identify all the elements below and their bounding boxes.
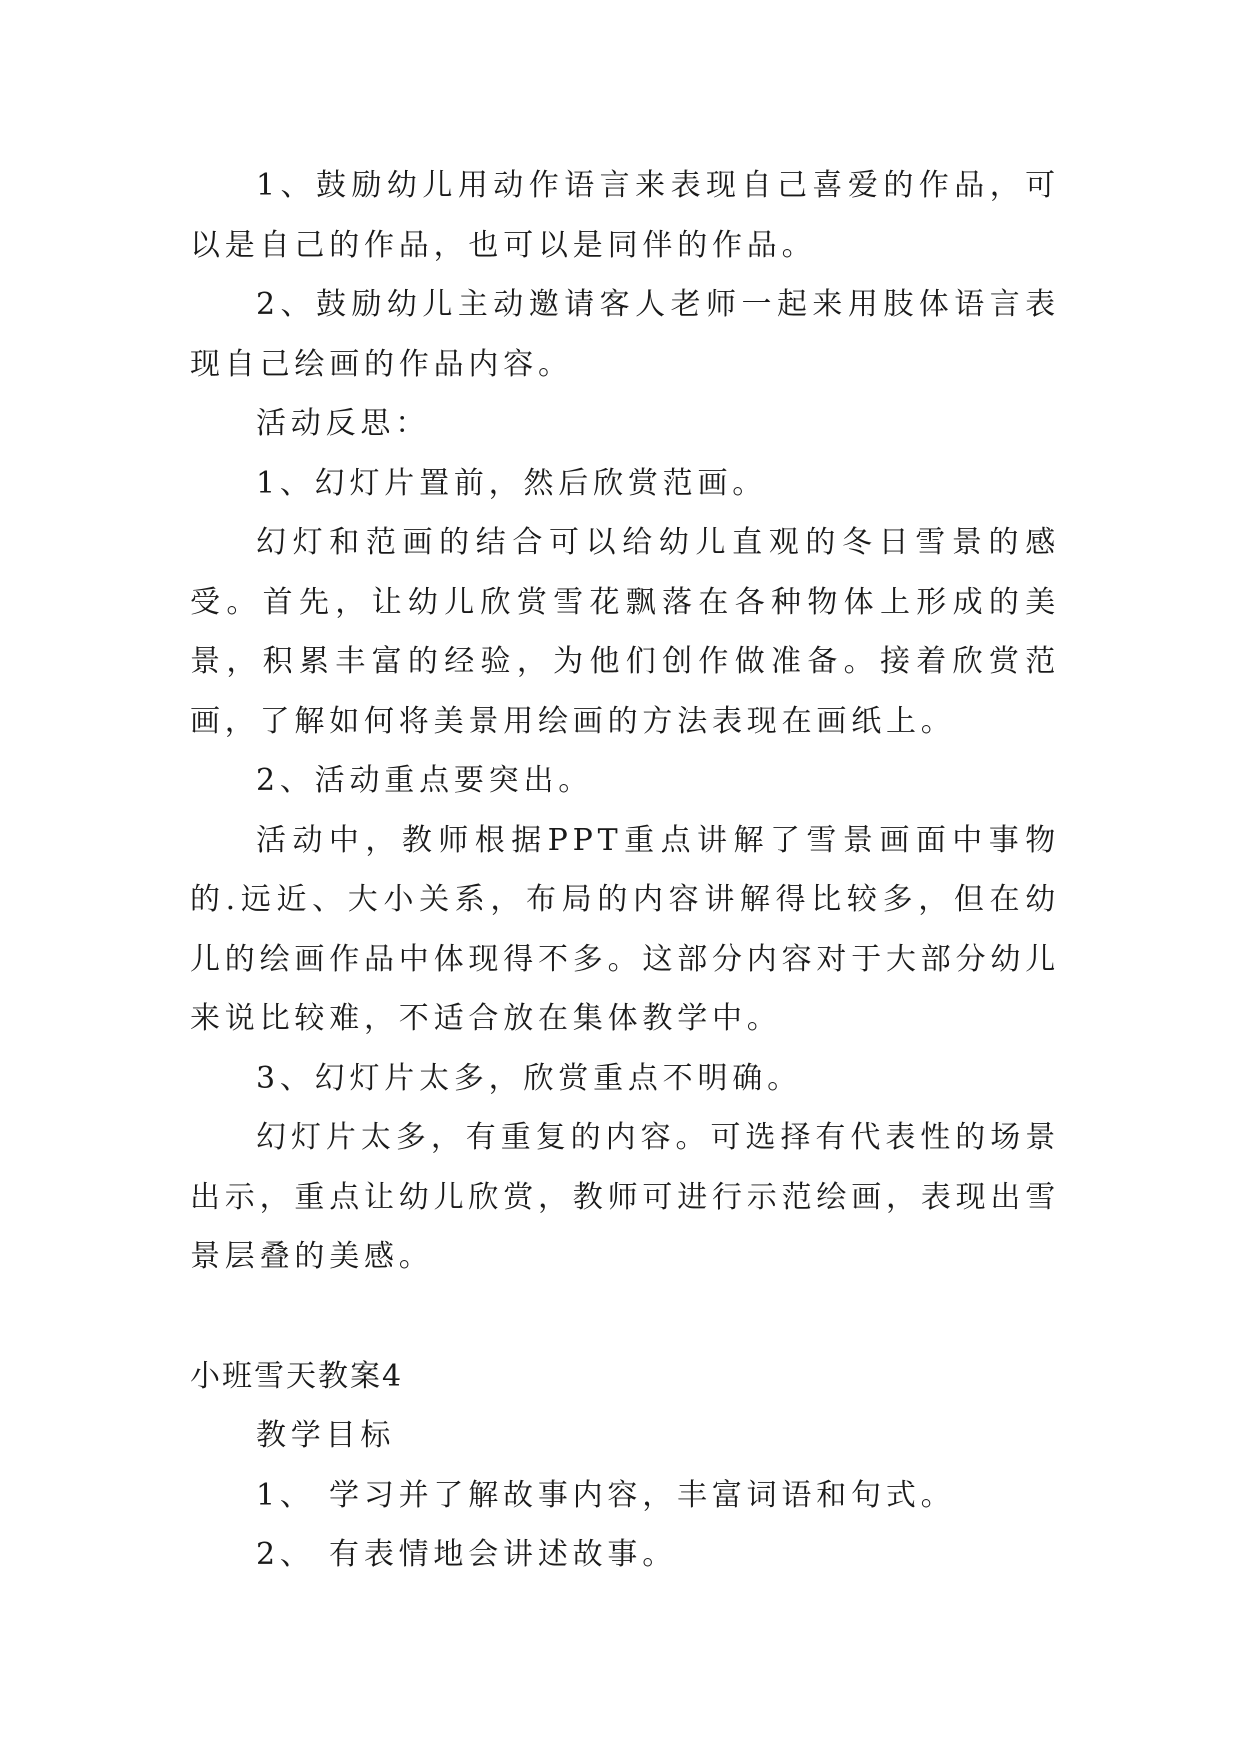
lesson-title: 小班雪天教案4 (190, 1358, 404, 1394)
paragraph-invite-guests: 2、鼓励幼儿主动邀请客人老师一起来用肢体语言表现自己绘画的作品内容。 (190, 287, 1060, 382)
paragraph-encourage-action: 1、鼓励幼儿用动作语言来表现自己喜爱的作品，可以是自己的作品，也可以是同伴的作品。 (190, 168, 1060, 263)
section-heading-reflection: 活动反思： (256, 406, 430, 441)
paragraph-slides-combination: 幻灯和范画的结合可以给幼儿直观的冬日雪景的感受。首先，让幼儿欣赏雪花飘落在各种物体上形成的美景，积累丰富的经验，为他们创作做准备。接着欣赏范画，了解如何将美景用绘画的方法表现在画纸上。 (190, 525, 1060, 739)
paragraph-highlight-focus: 2、活动重点要突出。 (256, 763, 594, 798)
paragraph-slides-first: 1、幻灯片置前，然后欣赏范画。 (256, 465, 768, 501)
goal-item-2: 2、 有表情地会讲述故事。 (256, 1537, 678, 1572)
paragraph-repeated-content: 幻灯片太多，有重复的内容。可选择有代表性的场景出示，重点让幼儿欣赏，教师可进行示范绘画，表现出雪景层叠的美感。 (190, 1120, 1060, 1274)
paragraph-too-many-slides: 3、幻灯片太多，欣赏重点不明确。 (256, 1060, 802, 1096)
paragraph-ppt-explanation: 活动中，教师根据PPT重点讲解了雪景画面中事物的.远近、大小关系，布局的内容讲解得比较多，但在幼儿的绘画作品中体现得不多。这部分内容对于大部分幼儿来说比较难，不适合放在集体教学中。 (190, 822, 1060, 1036)
document-body (190, 156, 1060, 1585)
section-heading-goals: 教学目标 (256, 1418, 396, 1453)
goal-item-1: 1、 学习并了解故事内容，丰富词语和句式。 (256, 1477, 956, 1513)
